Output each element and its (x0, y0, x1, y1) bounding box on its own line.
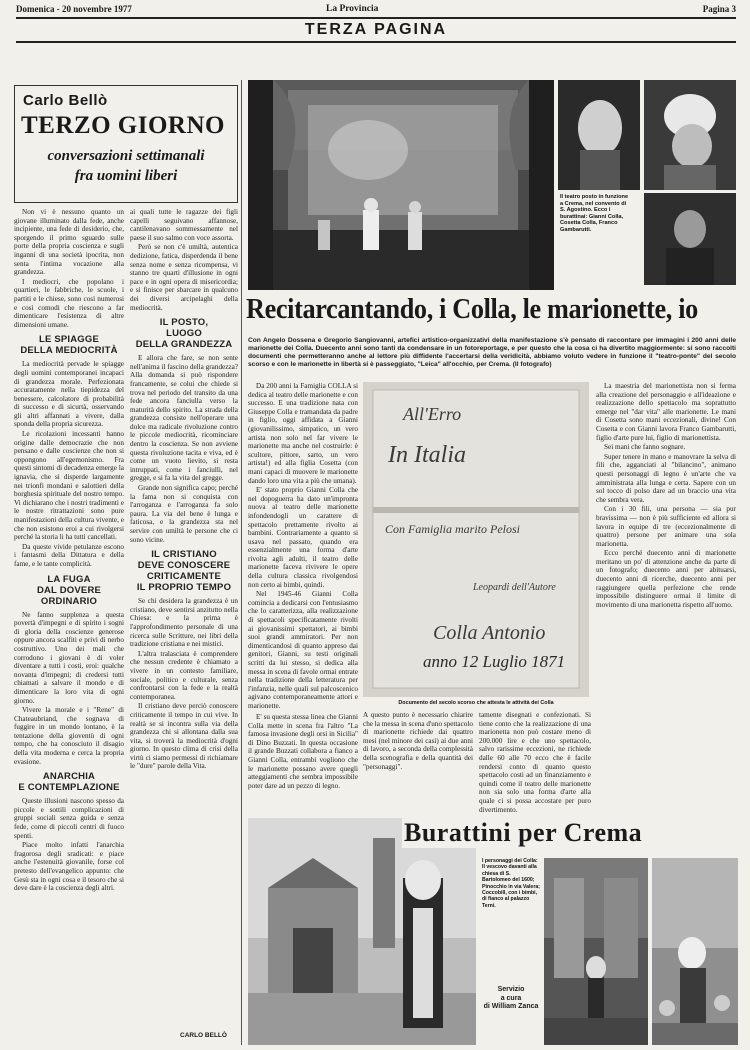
paragraph: Piace molto infatti l'anarchia fragorosa degli sradicati: e piace anche l'estenuità giovanile, forse col pretesto dell'evangelico appunto: che Gesù sta in ogni cosa e il tesoro che si deve dare è la coscienza degli altri. (14, 841, 124, 893)
document-illustration (363, 382, 589, 697)
section-title: TERZA PAGINA (304, 21, 448, 38)
subheading-cristiano: IL CRISTIANO DEVE CONOSCERE CRITICAMENTE IL PROPRIO TEMPO (136, 549, 232, 594)
masthead-page: Pagina 3 (702, 4, 736, 14)
paragraph: E allora che fare, se non sente nell'anima il fascino della grandezza? Alla domanda si può rispondere francamente, se colui che chiede si trova nel periodo del transito da una fede ancora fanciulla verso la maturità dello spirito. La strada della grandezza consiste nell'operare una dolce ma radicale rivoluzione contro le piccole mediocrità, ricominciare dentro la coscienza. Se non avviene questa rivoluzione tacita e viva, ed è come un vuoto lievito, si resta intruppati, come i fanciulli, nel gregge, e si fa la vita del gregge. (130, 354, 238, 483)
masthead-date: Domenica - 20 novembre 1977 (16, 4, 132, 14)
document-caption: Documento del secolo scorso che attesta le attività dei Colla (398, 700, 554, 706)
colla-intro: Con Angelo Dossena e Gregorio Sangiovanni, artefici artistico-organizzativi della manifestazione s'è pensato di raccontare per immagini i 200 anni delle marionette dei Colla. Duecento anni sono tanti da condensare in un fotoreportage, e per questo che la cosa ci ha divertito maggiormente: si sono raccolti documenti che permetteranno anche al lettore più diffidente l'accertarsi della veridicità, abbiamo voluto vedere in funzione il "teatro-ponte" del secolo scorso e con le marionette in libertà si è passeggiato, "Leica" all'occhio, per Crema. (Il fotografo) (248, 337, 736, 368)
credit-line-1: Servizio (497, 986, 525, 993)
paragraph: tamente disegnati e confezionati. Si tiene conto che la realizzazione di una marionetta non può costare meno di 200.000 lire e che uno spettacolo, salvo rarissime eccezioni, ne richiede dalle 60 alle 70 ecco che è facile rendersi conto di quanto questo spettacolo costi ad un finanziamento e quindi come il teatro delle marionette non sia solo una forma d'arte alla quale ci si possa accostare per puro divertimento. (479, 711, 591, 814)
credit-line-2: a cura (500, 994, 522, 1002)
credit-box (482, 986, 540, 1012)
article-title: TERZO GIORNO (21, 112, 225, 139)
article-subtitle-2: fra uomini liberi (74, 168, 178, 184)
paragraph: Ecco perché duecento anni di marionette meritano un po' di attenzione anche da parte di un fotografo; duecento anni per abituarsi, duecento anni di ricerche, duecento anni per raggiungere quella perfezione che rende impossibile distinguere ormai il limite di movimento di una marionetta rispetto all'uomo. (596, 549, 736, 609)
paragraph: Sei mani che fanno sognare. (604, 443, 686, 452)
paragraph: Le ricolazioni incessanti hanno origine dalle democrazie che non pensano e dalle coscienze che non si oppongono all'egemonismo. Fra questi sintomi di decadenza emerge la ignavia, che si disperde largamente nei trionfi mondani e salottieri della borghesia spirituale del nostro tempo. Vi dichiarano che i nostri tradimenti e le nostre ritrattazioni sono pure manifestazioni della cultura vivente, e che non esistono eroi a cui rivolgersi perché la storia li ha tutti cancellati. (14, 430, 124, 542)
paragraph: Nel 1945-46 Gianni Colla comincia a dedicarsi con l'entusiasmo che lo caratterizza, alla realizzazione di spettacoli specificatamente rivolti ai giovanissimi spettatori, ai bimbi suoi grandi ammiratori. Per non dimenticandosi di quanto appreso dai genitori, Gianni, su testi originali scritti da lui stesso, si dedica alla messa in scena di favole ormai entrate nella tradizione della letteratura per l'infanzia, nelle quali sul palcoscenico agivano contemporaneamente attori e marionette. (248, 590, 358, 710)
paragraph: Da queste vivide petulanze escono i fantasmi della Dittatura e della fame, e le tante complicità. (14, 542, 124, 568)
terzo-giorno-header-box (14, 85, 238, 203)
colla-headline: Recitarcantando, i Colla, le marionette, io (246, 293, 698, 325)
document-line-3: Con Famiglia marito Pelosi (385, 522, 520, 536)
article-author: Carlo Bellò (23, 92, 108, 109)
burattini-headline: Burattini per Crema (402, 818, 738, 848)
paragraph: I mediocri, che popolano i quartieri, le fabbriche, le scuole, i partiti e le chiese, sono così numerosi e così comodi che riescono a far dimenticare l'esistenza di altre dimensioni umane. (14, 277, 124, 329)
paragraph: Ne fanno supplenza a questa povertà d'impegni e di spirito i sogni di gloria della coscienze generose oppure ancora scalfiti e privi di nerbo costruttivo. Uno dei mali che corrodono i giovani è di voler diventare a tutti i costi, eroi: qualche novanta d'impegni; di credersi tutti chiamati a salvare il mondo e di dimenticare la loro vita di ogni giorno. (14, 610, 124, 705)
left-column-2 (130, 208, 238, 1044)
theatre-photo-illustration (248, 80, 554, 290)
puppet-photo-1 (558, 80, 640, 190)
paragraph: Queste illusioni nascono spesso da piccole e sottili complicazioni di gruppi sociali senza guida e senza fede, come di piccoli centri di fuoco spenti. (14, 797, 124, 840)
paragraph: L'altra tralasciata è comprendere che nessun credente è chiamato a vivere in un contesto familiare, sociale, politico e culturale, senza confrontarsi con la fede e la realtà contemporanea. (130, 649, 238, 701)
paragraph: Grande non significa capo; perché la fama non si conquista con l'arroganza e l'arroganza fa solo paura. La via del bene è lunga e faticosa, e la grandezza sta nel servire con umiltà le persone che ci sono vicine. (130, 484, 238, 544)
left-column-divider (241, 80, 242, 1045)
colla-column-b2 (363, 711, 473, 815)
masthead-rule-bottom (16, 41, 736, 43)
paragraph: E' stato proprio Gianni Colla che nel dopoguerra ha dato un'impronta nuova al teatro delle marionette infondendogli un carattere di spettacolo prettamente rivolto ai bambini. Contrariamente a quanto si usava nel passato, quando era essenzialmente una forma d'arte rivolta agli adulti, il teatro delle marionette faceva rivivere le opere della cultura classica rivolgendosi non certo ai bimbi, quindi. (248, 486, 358, 589)
paragraph: Non vi è nessuno quanto un giovane illuminato dalla fede, anche incipiente, una fede di desiderio, che, sporgendo il primo sguardo sulle porte della propria coscienza e sugli inganni di una società ipocrita, non senta l'intima vocazione alla grandezza. (14, 208, 124, 277)
article-subtitle-1: conversazioni settimanali (47, 148, 205, 164)
puppeteer-photo (644, 193, 736, 285)
credit-line-3: di William Zanca (483, 1003, 539, 1011)
masthead-rule-top (16, 17, 736, 19)
paragraph: Da 200 anni la Famiglia COLLA si dedica al teatro delle marionette e con successo. E una tradizione nata con Giuseppe Colla e tramandata da padre in figlio, oggi affidata a Gianni (giovanilissimo, simpatico, un vero artista non solo nel far vivere le marionette ma anche nel costruirle: è scultore, pittore, sarto, un vero artista!) ed alla figlia Cosetta (con mani capaci di muovere le marionette dando loro una vita a più che umana). (248, 382, 358, 485)
paragraph: Super tenere in mano e manovrare la selva di fili che, agganciati al "bilancino", animano questi personaggi di legno è un'arte che va amministrata alla lunga e certa. Sapere con un sol tocco di polso dare ad un braccio una vita che sembra vera. (596, 452, 736, 504)
paragraph: E' su questa stessa linea che Gianni Colla mette in scena fra l'altro "La famosa invasione degli orsi in Sicilia" di Dino Buzzati. In questa occasione il grande Buzzati collabora a fianco a Gianni Colla, entrambi vogliono che le marionette possano avere quegli atteggiamenti che sembra impossibile poter dare ad un pezzo di legno. (248, 713, 358, 790)
paragraph: La mediocrità pervade le spiagge degli uomini contemporanei incapaci di grandezza morale. Perfezionata accuratamente nella tiepidezza del benessere, calcolatore di probabilità di successo e di sicurtà, osservando gli altri affannati a vivere, dalla sponda della propria sicurezza. (14, 360, 124, 429)
paragraph: Se chi desidera la grandezza è un cristiano, deve sentirsi anzitutto nella Chiesa: e la prima è l'approfondimento personale di una ricerca sulle Scritture, nei libri della tradizione cristiana e nei mistici. (130, 597, 238, 649)
historic-document (363, 382, 589, 697)
paragraph: La maestria del marionettista non si ferma alla creazione del personaggio e all'ideazione e realizzazione dello spettacolo ma soprattutto emerge nel "dar vita" alle marionette. Le mani di Cosetta sono mani eccezionali, divine! Con Cosetta e con Gianni lavora Franco Gambarutti, figlio d'arte pure lui, figlio di marionettista. (596, 382, 736, 442)
colla-column-b (248, 713, 358, 813)
left-column-1 (14, 208, 124, 1048)
paragraph: Il cristiano deve perciò conoscere criticamente il tempo in cui vive. In realtà se si incontra sulla via della grandezza chi si allontana dalla sua vita, si troverà la mediocrità d'ogni giorno. In questo clima di crisi della virtù ci siamo permessi di richiamare le "dure" parole della Vita. (130, 702, 238, 771)
colla-column-d (596, 382, 736, 815)
church-photo (248, 818, 476, 1045)
masthead (16, 4, 736, 48)
paragraph: Con i 30 fili, una persona — sia pur bravissima — non è più sufficiente ed allora si lavora in equipe di tre (eccezionalmente di quattro) persone per animare una sola marionetta. (596, 505, 736, 548)
masthead-paper: La Provincia (326, 4, 379, 14)
pinocchio-photo (544, 858, 648, 1045)
puppet-photo-2 (644, 80, 736, 190)
colla-column-c (479, 711, 591, 815)
subheading-spiagge: LE SPIAGGE DELLA MEDIOCRITÀ (20, 334, 118, 357)
theatre-photo (248, 80, 554, 290)
document-line-2: In Italia (388, 442, 466, 468)
subheading-posto: IL POSTO, LUOGO DELLA GRANDEZZA (135, 317, 233, 351)
coccobill-photo (652, 858, 738, 1045)
subheading-fuga: LA FUGA DAL DOVERE ORDINARIO (36, 573, 102, 607)
paragraph: Però se non c'è umiltà, autentica dedizione, fatica, disperdenda il bene senza nome e senza ricompensa, vi stanno tre quarti d'illusione in ogni pace e in ogni opera di misericordia; e si finisce per sbarcare in qualcuno dei diversi arcipelaghi della mediocrità. (130, 243, 238, 312)
subheading-anarchia: ANARCHIA E CONTEMPLAZIONE (18, 771, 120, 794)
paragraph: A questo punto è necessario chiarire che la messa in scena d'uno spettacolo di marionette richiede dai quattro mesi (nel minore dei casi) ai due anni di lavoro, a seconda della complessità della scenografia e della quantità dei "personaggi". (363, 711, 473, 771)
signature: CARLO BELLÒ (180, 1032, 227, 1039)
document-line-1: All'Erro (403, 404, 462, 424)
photo-caption: Il teatro posto in funzione a Crema, nel convento di S. Agostino. Ecco i burattinai: Gianni Colla, Cosetta Colla, Franco Gambarutti. (560, 194, 629, 233)
document-line-4: Leopardi dell'Autore (473, 582, 556, 593)
paragraph: Vivere la morale e i "Rene" di Chateaubriand, che sognava di fuggire in un mondo lontano, è la tentazione della gioventù di ogni tempo, che ha conosciuto il disagio della vita moderna e cerca la propria evasione. (14, 706, 124, 766)
burattini-caption: I personaggi dei Colla: Il vescovo davanti alla chiesa di S. Bartolomeo del 1600; Pinocchio in via Valera; Coccobill, con i bimbi, di fianco al palazzo Terni. (482, 858, 540, 909)
document-line-6: anno 12 Luglio 1871 (423, 652, 566, 671)
paragraph: ai quali tutte le ragazze dei figli capelli seguivano affannose, cantilenavano sommessamente nel paese il suo salmo con voce assorta. (130, 208, 238, 242)
document-line-5: Colla Antonio (433, 622, 546, 644)
